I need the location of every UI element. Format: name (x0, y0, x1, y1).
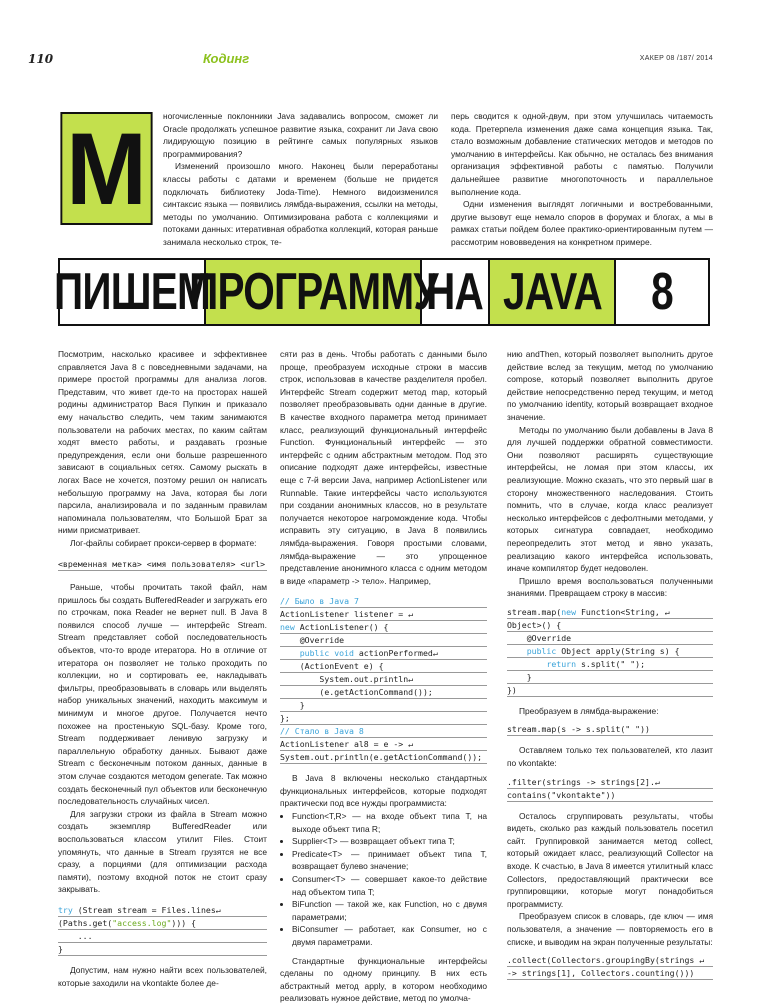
list-item: • Predicate<T> — принимает объект типа T, возвращает булево значение; (292, 848, 487, 873)
list-item: • BiFunction — такой же, как Function, но с двумя параметрами; (292, 898, 487, 923)
code-line: @Override (280, 634, 487, 647)
section-title: Кодинг (203, 51, 250, 66)
page-number: 110 (28, 52, 54, 66)
log-format-code: <временная метка> <имя пользователя> <url> (58, 558, 267, 572)
code-line: .filter(strings -> strings[2].↵ (507, 776, 713, 789)
code-line: }) (507, 684, 713, 697)
magazine-issue: ХАКЕР 08 /187/ 2014 (639, 55, 713, 62)
body-column-3 (507, 348, 713, 980)
article-title (54, 258, 712, 326)
intro-column-2 (451, 110, 713, 249)
body-paragraph: В Java 8 включены несколько стандартных функциональных интерфейсов, которые подходят практически под все нужды программиста: (280, 773, 487, 809)
code-line: public void actionPerformed↵ (280, 647, 487, 660)
title-word: 8 (614, 258, 710, 326)
intro-paragraph: Изменений произошло много. Наконец были переработаны классы работы с датами и временем (больше не придется подключать библиотеку Joda-Time). Немного видоизменился синтаксис языка — появились лямбда-выражения, ссылки на методы, методы по умолчанию. Оптимизирована работа с коллекциями и потоками данных: итеративная обработка коллекций, которая раньше занимала несколько строк, те- (163, 161, 438, 247)
code-line: @Override (507, 632, 713, 645)
code-line: System.out.println(e.getActionCommand()); (280, 751, 487, 764)
code-line: }; (280, 712, 487, 725)
title-word: ПРОГРАММУ (204, 258, 422, 326)
code-line: (e.getActionCommand()); (280, 686, 487, 699)
drop-cap: M (60, 112, 152, 225)
body-paragraph: Посмотрим, насколько красивее и эффективнее справляется Java 8 с повседневными задачами, на примере простой программы для анализа логов. Представим, что живет где-то на просторах нашей родины администратор Вася Пупкин и приказало ему начальство следить, чем таким занимаются пользователи на рабочих местах, по каким сайтам ходят вместо работы, и раздавать грозные предупреждения, если они больше разрешенного зависают в социальных сетях. Самому рыскать в логах Васе не хочется, поэтому решил он написать небольшую программу на Java, которая бы логи парсила, анализировала и по заданным правилам напоминала пользователям, что Большой Брат за ними присматривает. (58, 349, 267, 536)
list-item: • Supplier<T> — возвращает объект типа T; (292, 835, 487, 848)
body-paragraph: Пришло время воспользоваться полученными знаниями. Превращаем строку в массив: (507, 575, 713, 599)
code-line: } (58, 943, 267, 956)
code-line: (ActionEvent e) { (280, 660, 487, 673)
code-line: stream.map(s -> s.split(" ")) (507, 723, 713, 736)
code-line: new ActionListener() { (280, 621, 487, 634)
code-line: return s.split(" "); (507, 658, 713, 671)
body-paragraph: Методы по умолчанию были добавлены в Java 8 для лучшей поддержки обратной совместимости. Они позволяют расширять существующие интерфейсы, не ломая при этом классы, их реализующие. Можно сказать, что это первый шаг в сторону множественного наследования. Стоить помнить, что в случае, когда класс реализует несколько интерфейсов с дефолтными методами, у которых сигнатура совпадает, необходимо переопределить этот метод и явно указать, реализацию какого интерфейса использовать, иначе компилятор будет недоволен. (507, 424, 713, 574)
code-block (507, 776, 713, 802)
body-column-2 (280, 348, 487, 1005)
code-line: } (280, 699, 487, 712)
code-line: ActionListener listener = ↵ (280, 608, 487, 621)
list-item: • BiConsumer — работает, как Consumer, но с двумя параметрами. (292, 923, 487, 948)
body-paragraph: Лог-файлы собирает прокси-сервер в формате: (70, 537, 257, 548)
list-item: • Consumer<T> — совершает какое-то действие над объектом типа T; (292, 873, 487, 898)
code-line: .collect(Collectors.groupingBy(strings ↵ (507, 954, 713, 967)
intro-paragraph: ногочисленные поклонники Java задавались вопросом, сможет ли Oracle продолжать успешное развитие языка, сохранит ли Java свою лидирующую позицию в рейтинге самых популярных языков программирования? (163, 111, 438, 159)
intro-column-1 (163, 110, 438, 249)
body-paragraph: Осталось сгруппировать результаты, чтобы видеть, сколько раз каждый пользователь посетил сайт. Группировкой занимается метод collect, который ожидает класс, реализующий Collector на входе. К счастью, в Java 8 имеется утилитный класс Collectors, предоставляющий практически все группировщики, которые могут понадобиться программисту. (507, 810, 713, 909)
code-line: // Было в Java 7 (280, 595, 487, 608)
code-line: (Paths.get("access.log"))) { (58, 917, 267, 930)
code-line: System.out.println↵ (280, 673, 487, 686)
intro-paragraph: перь сводится к одной-двум, при этом улучшилась читаемость кода. Претерпела изменения даже сама концепция языка. Так, стало возможным добавление статических методов и методов по умолчанию в интерфейсы. Как обычно, не осталась без внимания организация эффективной работы с памятью. Получили дальнейшее развитие многопоточность и параллельное выполнение кода. (451, 111, 713, 197)
title-word: НА (420, 258, 490, 326)
title-word: JAVA (488, 258, 616, 326)
body-paragraph: Для загрузки строки из файла в Stream можно создать экземпляр BufferedReader или воспользоваться классом утилит Files. Стоит упомянуть, что данные в Stream грузятся не все сразу, а порциями (для оптимизации расхода памяти), поэтому входной поток не стоит сразу закрывать. (58, 808, 267, 895)
body-paragraph: нию andThen, который позволяет выполнить другое действие вслед за текущим, метод по умолчанию compose, который позволяет выполнить другое действие непосредственно перед текущим, и метод по умолчанию identity, который возвращает входное значение. (507, 349, 713, 422)
body-paragraph: Стандартные функциональные интерфейсы сделаны по одному принципу. В них есть абстрактный метод apply, в котором необходимо реализовать нужное действие, метод по умолча- (280, 955, 487, 1004)
code-block (280, 595, 487, 764)
code-block (507, 606, 713, 697)
code-line: ... (58, 930, 267, 943)
code-block (507, 954, 713, 980)
code-line: try (Stream stream = Files.lines↵ (58, 904, 267, 917)
interface-list (280, 810, 487, 949)
intro-paragraph: Одни изменения выглядят логичными и востребованными, другие вызовут еще немало споров в форумах и блогах, а мы в рамках статьи пойдем более практико-ориентированным путем — рассмотрим нововведения на конкретном примере. (451, 199, 713, 247)
body-paragraph: Допустим, нам нужно найти всех пользователей, которые заходили на vkontakte более де- (58, 964, 267, 988)
code-line: contains("vkontakte")) (507, 789, 713, 802)
code-line: -> strings[1], Collectors.counting())) (507, 967, 713, 980)
code-line: // Стало в Java 8 (280, 725, 487, 738)
body-paragraph: Оставляем только тех пользователей, кто лазит по vkontakte: (507, 745, 713, 769)
code-line: } (507, 671, 713, 684)
body-paragraph: Раньше, чтобы прочитать такой файл, нам пришлось бы создать BufferedReader и загружать его по строчкам, пока Reader не вернет null. В Java 8 появился способ лучше — интерфейс Stream. Stream представляет собой последовательность объектов, что-то вроде итератора. Но в отличие от итератора он позволяет не только проходить по коллекции, но и сортировать ее, накладывать фильтры, преобразовывать в словарь или выделять набор уникальных значений, находить максимум и минимум и многое другое. Получается нечто похожее на простенькую SQL-базу. Кроме того, Stream поддерживает ленивую загрузку и параллельную обработку данных. Бывают даже Stream с бесконечным потоком данных, данные в этом случае создаются методом generate. Так можно создать бесконечный пул объектов или бесконечную последовательность случайных чисел. (58, 582, 267, 807)
body-paragraph: сяти раз в день. Чтобы работать с данными было проще, преобразуем исходные строки в массив строк, использовав в качестве разделителя пробел. Интерфейс Stream содержит метод map, который позволяет преобразовывать одни данные в другие. В качестве входного параметра метод принимает класс, реализующий функциональный интерфейс Function. Функциональный интерфейс — это интерфейс с одним абстрактным методом. Под это описание подходят даже интерфейсы, известные еще с 7-й версии Java, например ActionListener или Runnable. Такие интерфейсы часто используются при создании анонимных классов, но в результате получается некоторое нагромождение кода. Чтобы исправить эту ситуацию, в Java 8 появились лямбда-выражения. Говоря простыми словами, лямбда-выражение — это упрощенное представление анонимного класса с одним методом в виде «параметр -> тело». Например, (280, 349, 487, 586)
code-line: stream.map(new Function<String, ↵ (507, 606, 713, 619)
title-word: ПИШЕМ (58, 258, 206, 326)
code-block (58, 904, 267, 956)
code-line: Object>() { (507, 619, 713, 632)
body-paragraph: Преобразуем в лямбда-выражение: (519, 705, 659, 716)
body-paragraph: Преобразуем список в словарь, где ключ — имя пользователя, а значение — повторяемость его в списке, и выводим на экран полученные результаты: (507, 911, 713, 947)
code-line: public Object apply(String s) { (507, 645, 713, 658)
list-item: • Function<T,R> — на входе объект типа T, на выходе объект типа R; (292, 810, 487, 835)
code-line: ActionListener al8 = e -> ↵ (280, 738, 487, 751)
body-column-1 (58, 348, 267, 989)
